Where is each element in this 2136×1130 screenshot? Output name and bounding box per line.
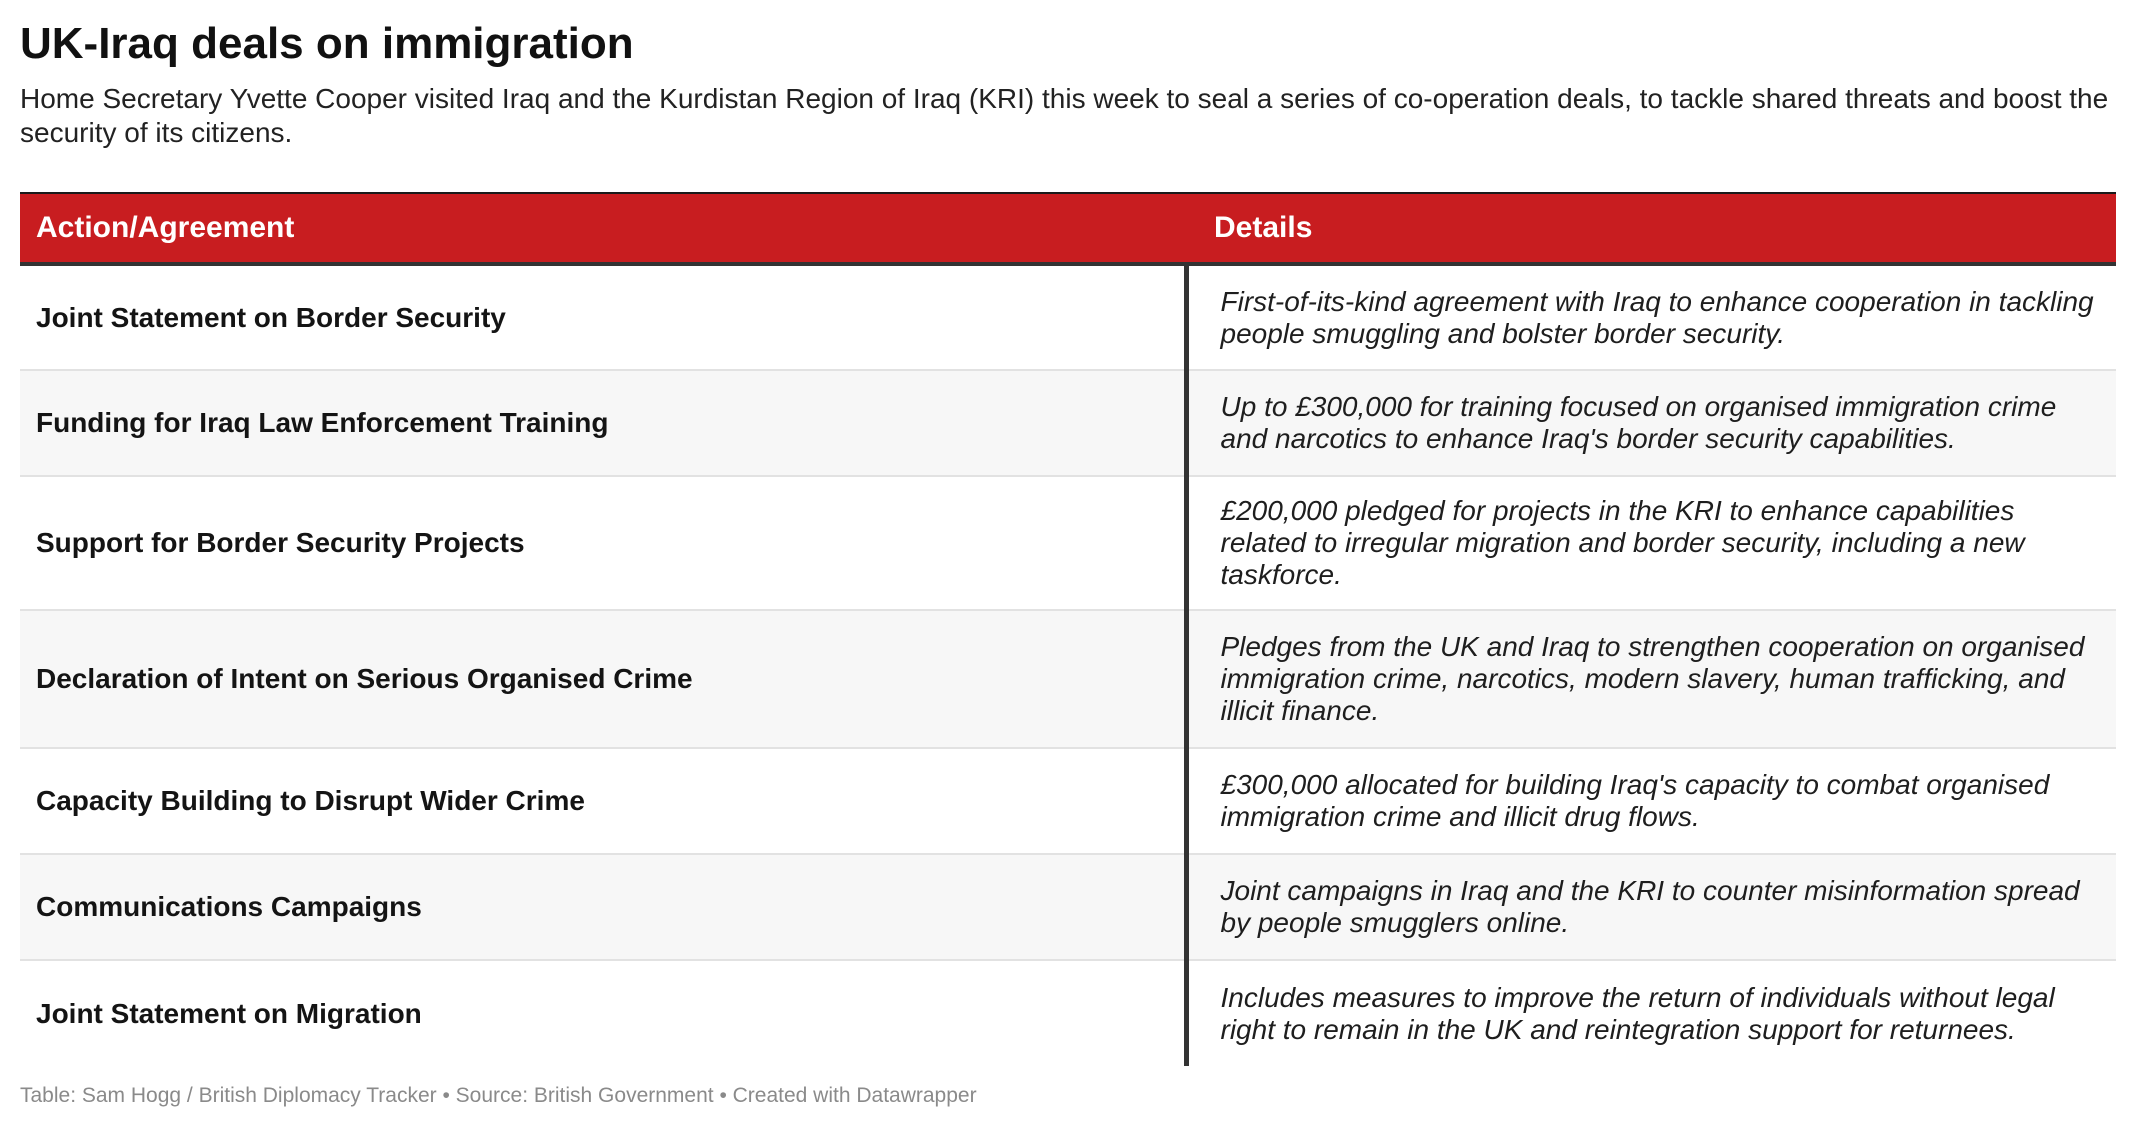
- cell-details: Pledges from the UK and Iraq to strengthen cooperation on organised immigration crime, narcotics, modern slavery, human trafficking, and illicit finance.: [1186, 610, 2116, 748]
- source-credit: Table: Sam Hogg / British Diplomacy Tracker • Source: British Government • Created with Datawrapper: [20, 1084, 977, 1107]
- column-header-action[interactable]: Action/Agreement: [20, 193, 1186, 264]
- cell-action: Funding for Iraq Law Enforcement Training: [20, 370, 1186, 476]
- table-header-row: [20, 193, 2116, 264]
- cell-details: Joint campaigns in Iraq and the KRI to counter misinformation spread by people smugglers online.: [1186, 854, 2116, 960]
- table-row: [20, 960, 2116, 1066]
- content: [20, 18, 2116, 1066]
- cell-action: Joint Statement on Border Security: [20, 264, 1186, 370]
- cell-action: Communications Campaigns: [20, 854, 1186, 960]
- cell-details: £300,000 allocated for building Iraq's capacity to combat organised immigration crime and illicit drug flows.: [1186, 748, 2116, 854]
- table-row: [20, 854, 2116, 960]
- table-row: [20, 370, 2116, 476]
- table-row: [20, 264, 2116, 370]
- cell-action: Capacity Building to Disrupt Wider Crime: [20, 748, 1186, 854]
- cell-action: Declaration of Intent on Serious Organised Crime: [20, 610, 1186, 748]
- page-title: UK-Iraq deals on immigration: [20, 19, 634, 68]
- cell-details: Includes measures to improve the return of individuals without legal right to remain in the UK and reintegration support for returnees.: [1186, 960, 2116, 1066]
- table-row: [20, 748, 2116, 854]
- page-subtitle: Home Secretary Yvette Cooper visited Iraq and the Kurdistan Region of Iraq (KRI) this week to seal a series of co-operation deals, to tackle shared threats and boost the security of its citizens.: [20, 83, 2109, 148]
- deals-table: [20, 192, 2116, 1066]
- cell-action: Joint Statement on Migration: [20, 960, 1186, 1066]
- cell-details: £200,000 pledged for projects in the KRI to enhance capabilities related to irregular migration and border security, including a new taskforce.: [1186, 476, 2116, 610]
- column-header-details[interactable]: Details: [1186, 193, 2116, 264]
- table-row: [20, 476, 2116, 610]
- cell-details: Up to £300,000 for training focused on organised immigration crime and narcotics to enhance Iraq's border security capabilities.: [1186, 370, 2116, 476]
- table-row: [20, 610, 2116, 748]
- cell-details: First-of-its-kind agreement with Iraq to enhance cooperation in tackling people smuggling and bolster border security.: [1186, 264, 2116, 370]
- cell-action: Support for Border Security Projects: [20, 476, 1186, 610]
